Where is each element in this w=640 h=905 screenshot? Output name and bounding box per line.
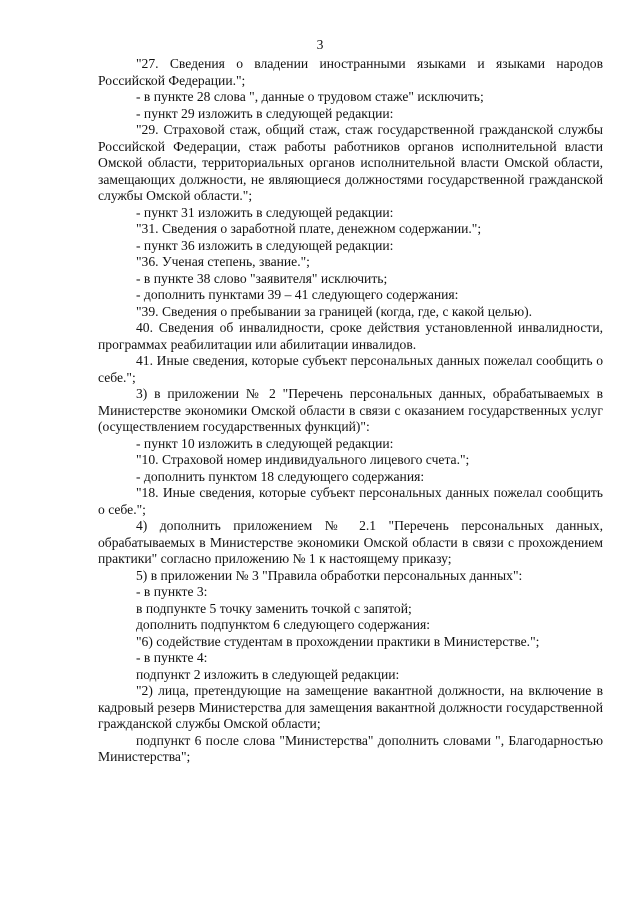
paragraph: "27. Сведения о владении иностранными языками и языками народов Российской Федерации."; [98, 56, 603, 88]
paragraph: "6) содействие студентам в прохождении практики в Министерстве."; [136, 633, 540, 649]
paragraph: - дополнить пунктами 39 – 41 следующего содержания: [136, 287, 459, 302]
paragraph: 4) дополнить приложением № 2.1 "Перечень персональных данных, обрабатываемых в Министерстве экономики Омской области в связи с прохождением практики" согласно приложению № 1 к настоящему приказу; [98, 518, 603, 566]
paragraph: - дополнить пунктом 18 следующего содержания: [136, 468, 425, 484]
paragraph: "36. Ученая степень, звание."; [136, 254, 310, 269]
paragraph: "10. Страховой номер индивидуального лицевого счета."; [136, 452, 470, 467]
paragraph: "29. Страховой стаж, общий стаж, стаж государственной гражданской службы Российской Федерации, стаж работы работников органов исполнительной власти Омской области, территориальных органов исполнительной власти Омской области, замещающих должности, не являющиеся должностями государственной гражданской службы Омской области."; [98, 122, 603, 203]
paragraph: - в пункте 28 слова ", данные о трудовом стаже" исключить; [136, 89, 484, 104]
document-body [98, 56, 603, 766]
paragraph: - в пункте 4: [136, 650, 208, 665]
paragraph: "18. Иные сведения, которые субъект персональных данных пожелал сообщить о себе."; [98, 485, 603, 517]
paragraph: - в пункте 3: [136, 584, 208, 599]
paragraph: "2) лица, претендующие на замещение вакантной должности, на включение в кадровый резерв Министерства для замещения вакантной должности государственной гражданской службы Омской области; [98, 683, 603, 731]
paragraph: "39. Сведения о пребывании за границей (когда, где, с какой целью). [136, 303, 533, 319]
paragraph: дополнить подпунктом 6 следующего содержания: [136, 617, 431, 632]
paragraph: подпункт 6 после слова "Министерства" дополнить словами ", Благодарностью Министерства"; [98, 732, 603, 764]
paragraph: "31. Сведения о заработной плате, денежном содержании."; [136, 221, 482, 236]
paragraph: 3) в приложении № 2 "Перечень персональных данных, обрабатываемых в Министерстве экономики Омской области в связи с оказанием государственных услуг (осуществлением государственных функций)": [98, 386, 603, 434]
paragraph: - пункт 36 изложить в следующей редакции: [136, 237, 394, 253]
paragraph: - пункт 29 изложить в следующей редакции: [136, 105, 394, 121]
paragraph: в подпункте 5 точку заменить точкой с запятой; [136, 600, 412, 616]
paragraph: - пункт 10 изложить в следующей редакции: [136, 435, 394, 451]
paragraph: 41. Иные сведения, которые субъект персональных данных пожелал сообщить о себе."; [98, 353, 603, 385]
page-number: 3 [316, 37, 324, 52]
paragraph: 40. Сведения об инвалидности, сроке действия установленной инвалидности, программах реабилитации или абилитации инвалидов. [98, 320, 603, 352]
paragraph: - в пункте 38 слово "заявителя" исключить; [136, 270, 388, 286]
paragraph: 5) в приложении № 3 "Правила обработки персональных данных": [136, 567, 523, 583]
paragraph: - пункт 31 изложить в следующей редакции: [136, 204, 394, 220]
paragraph: подпункт 2 изложить в следующей редакции: [136, 666, 400, 682]
